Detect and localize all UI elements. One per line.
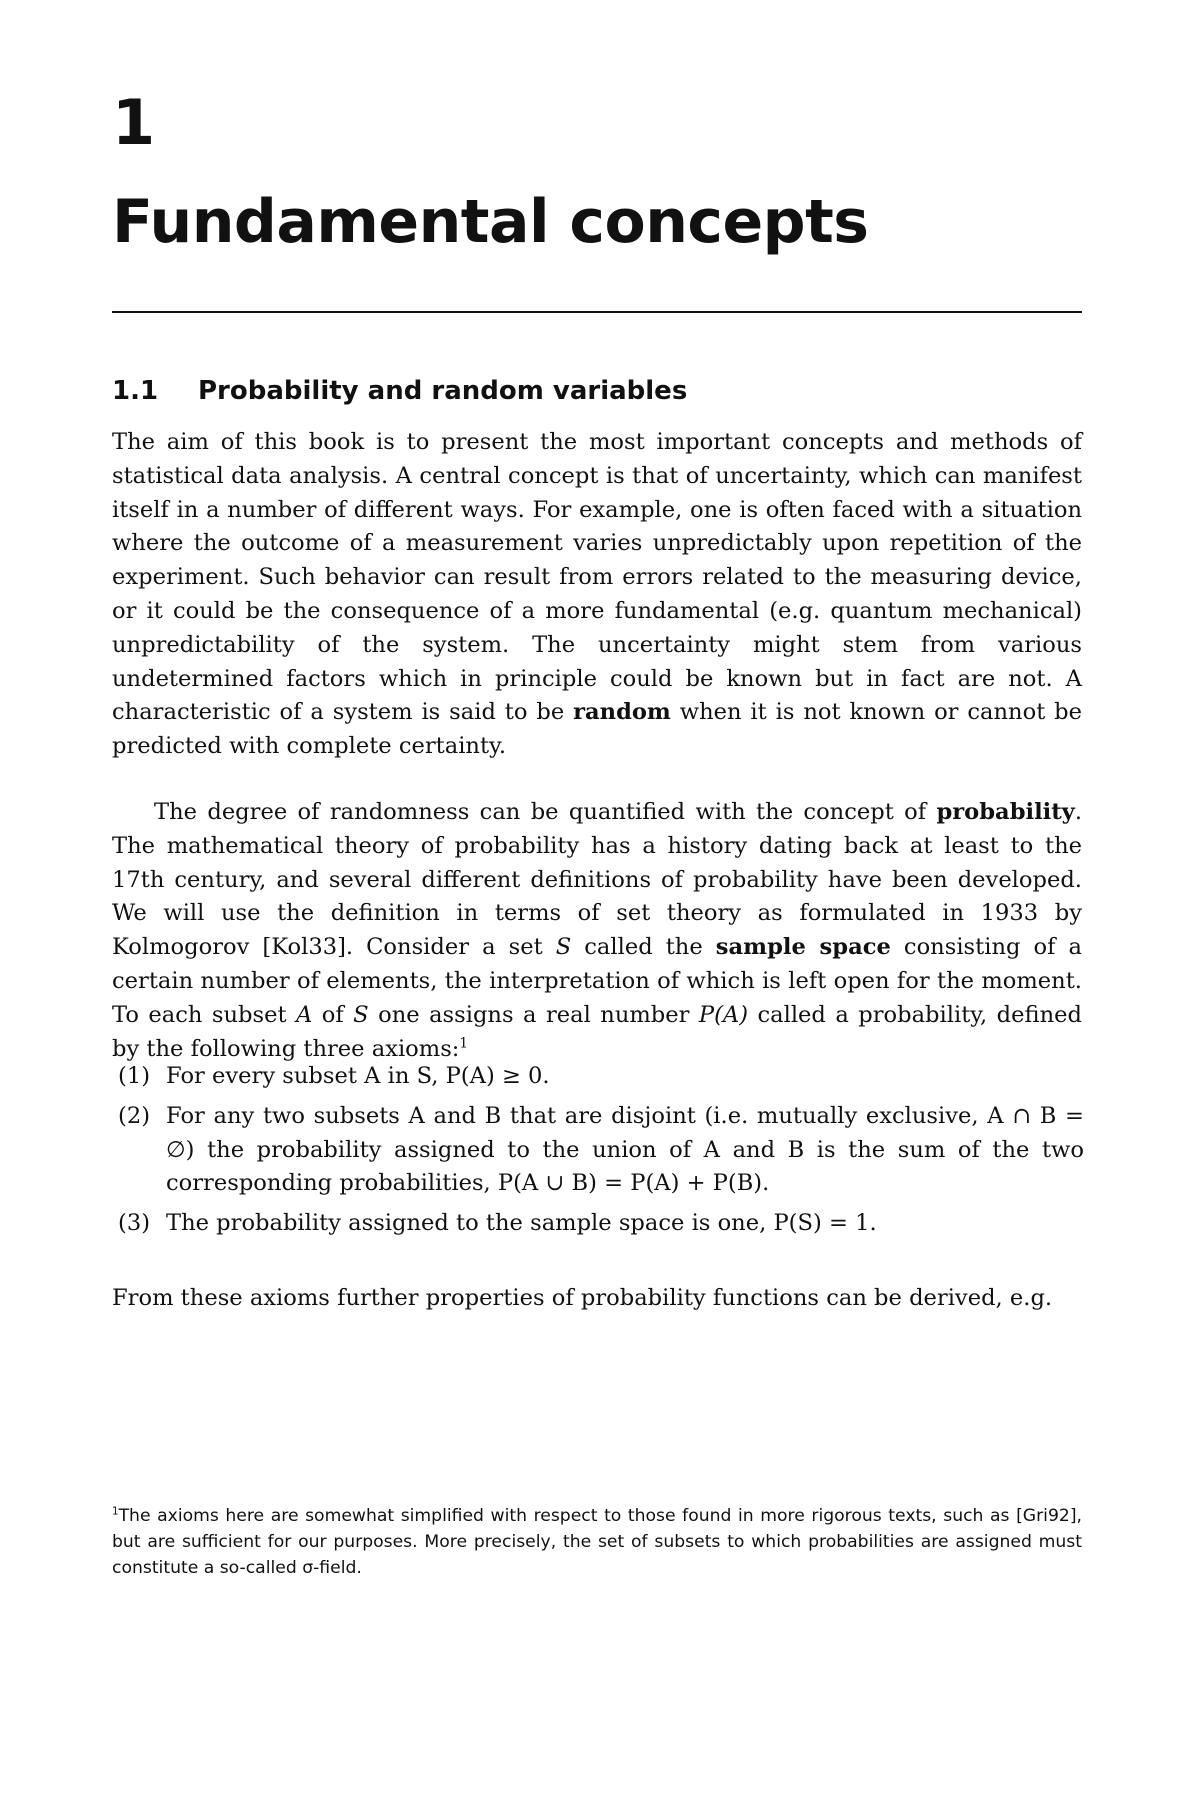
axiom-text: The probability assigned to the sample space is one, P(S) = 1.: [166, 1210, 877, 1237]
paragraph2-text-b: . The mathematical theory of probability has a history dating back at least to the 17th century, and several different definitions of probability have been developed. We will use the definition in terms of set theory as formulated in 1933 by Kolmogorov [Kol33]. Consider a set: [112, 799, 1082, 961]
math-S-2: S: [353, 1001, 369, 1028]
paragraph2-text-e: of: [312, 1001, 354, 1028]
section-heading: [112, 378, 687, 404]
axiom-list: [112, 1060, 1084, 1247]
paragraph-probability: [112, 796, 1082, 1066]
chapter-number: 1: [112, 86, 156, 159]
chapter-rule: [112, 311, 1082, 313]
axiom-text: For any two subsets A and B that are disjoint (i.e. mutually exclusive, A ∩ B = ∅) the probability assigned to the union of A and B is the sum of the two corresponding probabilities, P(A ∪ B) = P(A) + P(B).: [166, 1102, 1084, 1197]
axiom-text: For every subset A in S, P(A) ≥ 0.: [166, 1063, 550, 1089]
footnote-mark: 1: [112, 1505, 119, 1518]
footnote-text: The axioms here are somewhat simplified with respect to those found in more rigorous texts, such as [Gri92], but are sufficient for our purposes. More precisely, the set of subsets to which probabilities are assigned must constitute a so-called σ-field.: [112, 1506, 1082, 1578]
paragraph2-text-g: called a probability, defined by the following three axioms:: [112, 1001, 1082, 1062]
math-S: S: [555, 934, 572, 961]
footnote: [112, 1504, 1082, 1581]
axiom-item: [112, 1100, 1084, 1201]
chapter-title: Fundamental concepts: [112, 187, 869, 257]
term-random: random: [573, 699, 671, 726]
paragraph2-text-a: The degree of randomness can be quantified with the concept of: [154, 799, 937, 825]
paragraph1-text-a: The aim of this book is to present the most important concepts and methods of statistical data analysis. A central concept is that of uncertainty, which can manifest itself in a number of different ways. For example, one is often faced with a situation where the outcome of a measurement varies unpredictably upon repetition of the experiment. Such behavior can result from errors related to the measuring device, or it could be the consequence of a more fundamental (e.g. quantum mechanical) unpredictability of the system. The uncertainty might stem from various undetermined factors which in principle could be known but in fact are not. A characteristic of a system is said to be: [112, 429, 1082, 726]
axiom-label: (3): [118, 1210, 151, 1237]
axiom-label: (2): [118, 1102, 151, 1129]
term-probability: probability: [936, 799, 1075, 825]
term-sample-space: sample space: [715, 934, 891, 961]
section-title: Probability and random variables: [198, 376, 688, 406]
math-PA: P(A): [698, 1001, 749, 1028]
paragraph-derived-properties: From these axioms further properties of probability functions can be derived, e.g.: [112, 1285, 1053, 1311]
axiom-label: (1): [118, 1063, 151, 1089]
paragraph2-text-c: called the: [571, 934, 716, 961]
axiom-item: [112, 1060, 1084, 1094]
paragraph1-text-b: when it is not known or cannot be predicted with complete certainty.: [112, 699, 1082, 760]
paragraph-uncertainty: [112, 426, 1082, 764]
paragraph2-text-d: consisting of a certain number of elements, the interpretation of which is left open for the moment. To each subset: [112, 934, 1083, 1028]
math-A: A: [295, 1001, 313, 1028]
paragraph2-text-f: one assigns a real number: [368, 1001, 699, 1028]
axiom-item: [112, 1207, 1084, 1241]
footnote-reference[interactable]: 1: [459, 1035, 469, 1052]
section-number: 1.1: [112, 376, 159, 406]
